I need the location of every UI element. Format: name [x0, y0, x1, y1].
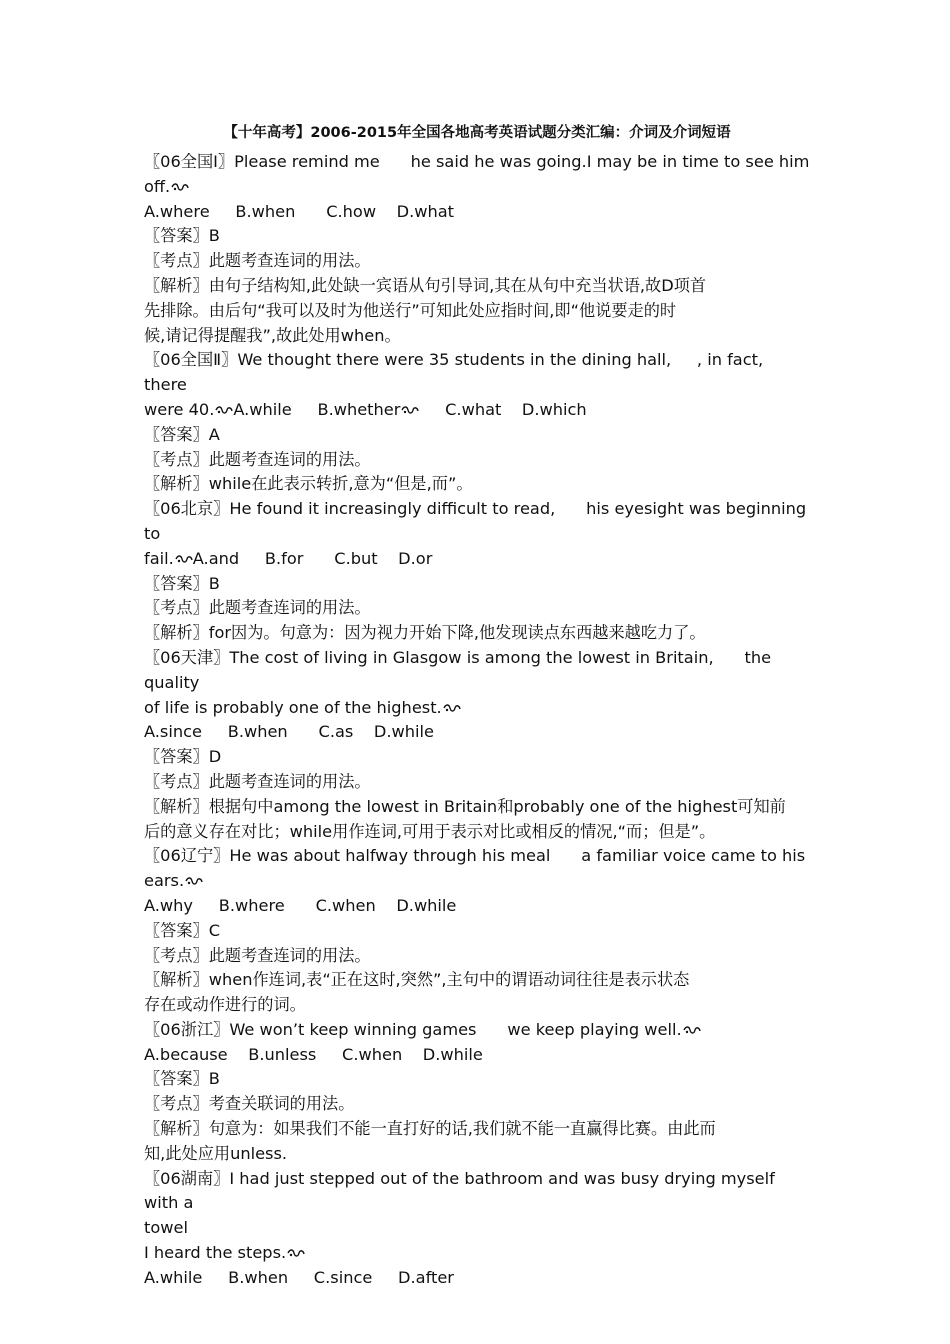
analysis-line: 后的意义存在对比；while用作连词,可用于表示对比或相反的情况,“而；但是”。 [144, 821, 716, 841]
question-stem-continued: of life is probably one of the highest. [144, 696, 810, 721]
key-point-line: 〖考点〗考查关联词的用法。 [144, 1094, 355, 1114]
question-stem-continued: fail. A.and B.for C.but D.or [144, 548, 433, 568]
analysis-line: 〖解析〗for因为。句意为：因为视力开始下降,他发现读点东西越来越吃力了。 [144, 623, 706, 643]
question-stem: 〖06湖南〗I had just stepped out of the bathroom and was busy drying myself with a [144, 1168, 780, 1213]
question-stem-continued: off. [144, 175, 810, 200]
answer-options: A.since B.when C.as D.while [144, 722, 434, 742]
question-stem-continued: I heard the steps. [144, 1241, 810, 1266]
key-point-line: 〖考点〗此题考查连词的用法。 [144, 449, 371, 469]
question-stem-continued: were 40. A.while B.whether C.what D.which [144, 399, 587, 419]
question-stem: 〖06天津〗The cost of living in Glasgow is among the lowest in Britain, the quality [144, 647, 777, 692]
question-stem-continued: ears. [144, 869, 810, 894]
analysis-line: 〖解析〗由句子结构知,此处缺一宾语从句引导词,其在从句中充当状语,故D项首 [144, 275, 707, 295]
handwriting-mark-icon [175, 554, 193, 565]
analysis-line: 〖解析〗while在此表示转折,意为“但是,而”。 [144, 474, 473, 494]
answer-line: 〖答案〗B [144, 1069, 220, 1089]
answer-options: A.while B.when C.since D.after [144, 1267, 454, 1287]
handwriting-mark-icon [401, 405, 419, 416]
handwriting-mark-icon [443, 703, 461, 714]
key-point-line: 〖考点〗此题考查连词的用法。 [144, 771, 371, 791]
handwriting-mark-icon [683, 1025, 701, 1036]
handwriting-mark-icon [171, 182, 189, 193]
answer-options: A.because B.unless C.when D.while [144, 1044, 483, 1064]
question-stem-continued: towel [144, 1218, 188, 1238]
answer-options: A.where B.when C.how D.what [144, 201, 455, 221]
document-body [144, 150, 810, 1291]
handwriting-mark-icon [287, 1248, 305, 1259]
question-stem: 〖06浙江〗We won’t keep winning games we keep playing well. [144, 1018, 810, 1043]
answer-line: 〖答案〗B [144, 573, 220, 593]
analysis-line: 候,请记得提醒我”,故此处用when。 [144, 325, 401, 345]
page-title: 【十年高考】2006-2015年全国各地高考英语试题分类汇编：介词及介词短语 [223, 125, 731, 141]
answer-line: 〖答案〗B [144, 226, 220, 246]
answer-line: 〖答案〗A [144, 424, 220, 444]
answer-options: A.why B.where C.when D.while [144, 895, 457, 915]
analysis-line: 〖解析〗句意为：如果我们不能一直打好的话,我们就不能一直赢得比赛。由此而 [144, 1119, 716, 1139]
analysis-line: 〖解析〗根据句中among the lowest in Britain和probably one of the highest可知前 [144, 796, 786, 816]
question-stem: 〖06全国Ⅱ〗We thought there were 35 students in the dining hall, , in fact, there [144, 350, 769, 395]
analysis-line: 先排除。由后句“我可以及时为他送行”可知此处应指时间,即“他说要走的时 [144, 300, 677, 320]
question-stem: 〖06辽宁〗He was about halfway through his meal a familiar voice came to his [144, 846, 806, 866]
question-stem: 〖06北京〗He found it increasingly difficult to read, his eyesight was beginning to [144, 499, 812, 543]
question-stem: 〖06全国Ⅰ〗Please remind me he said he was going.I may be in time to see him [144, 152, 810, 171]
analysis-line: 知,此处应用unless. [144, 1143, 288, 1163]
analysis-line: 存在或动作进行的词。 [144, 995, 306, 1015]
answer-line: 〖答案〗D [144, 747, 222, 767]
key-point-line: 〖考点〗此题考查连词的用法。 [144, 945, 371, 965]
handwriting-mark-icon [215, 405, 233, 416]
handwriting-mark-icon [185, 876, 203, 887]
key-point-line: 〖考点〗此题考查连词的用法。 [144, 251, 371, 271]
analysis-line: 〖解析〗when作连词,表“正在这时,突然”,主句中的谓语动词往往是表示状态 [144, 970, 690, 990]
answer-line: 〖答案〗C [144, 920, 221, 940]
key-point-line: 〖考点〗此题考查连词的用法。 [144, 598, 371, 618]
